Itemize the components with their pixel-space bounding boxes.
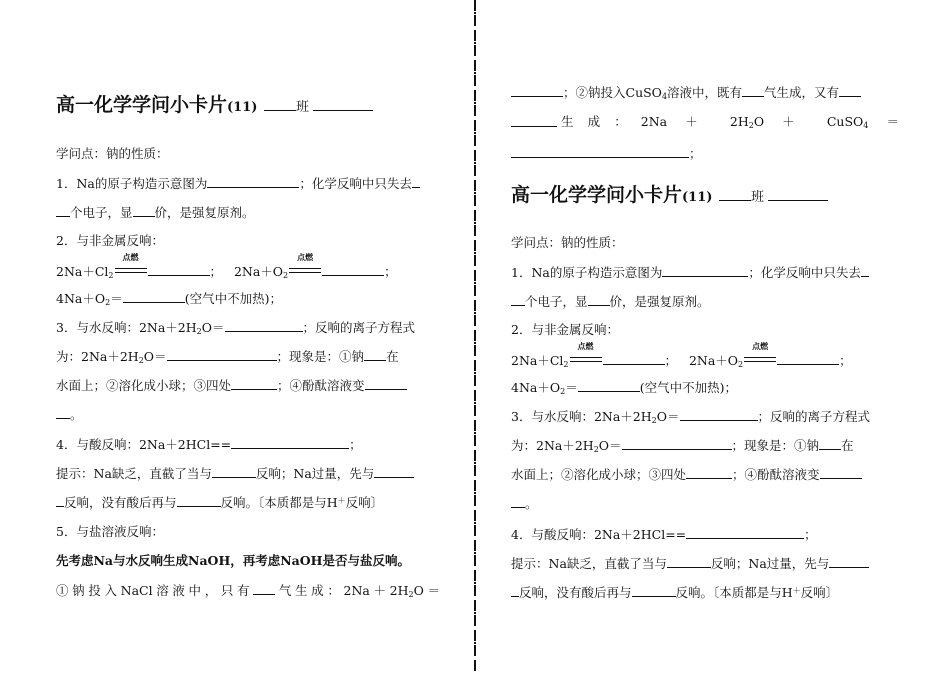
sep: ； (804, 527, 817, 542)
q1-line (511, 264, 895, 281)
q3-text: ；反响的离子方程式 (302, 320, 416, 335)
divider-dash (474, 30, 476, 41)
name-blank (768, 188, 828, 201)
divider-dash (474, 450, 476, 461)
class-blank (264, 98, 296, 111)
divider-dot (474, 642, 476, 644)
divider-dot (474, 342, 476, 344)
divider-dot (474, 492, 476, 494)
q5-text: O ＋ CuSO (753, 114, 864, 129)
q3-text: ；④酚酞溶液变 (732, 467, 820, 482)
divider-dash (474, 405, 476, 416)
q5-eq-justify (561, 114, 899, 130)
subscript: 2 (738, 360, 744, 369)
ignite-condition (288, 252, 322, 276)
subscript: 2 (105, 298, 111, 307)
eq-text: 2Na＋Cl (511, 353, 564, 368)
divider-dot (474, 582, 476, 584)
divider-dot (474, 12, 476, 14)
blank (686, 466, 732, 479)
hint-text: 提示：Na缺乏，直截了当与 (511, 556, 667, 571)
sep: ； (349, 437, 362, 452)
blank (511, 495, 525, 508)
blank (231, 436, 349, 449)
topic-line: 学问点：钠的性质： (56, 146, 169, 161)
q5-cont-line-3 (511, 145, 895, 162)
q1-text-b: ；化学反响中只失去 (748, 265, 861, 280)
divider-dash (474, 225, 476, 236)
hint-text: 提示：Na缺乏，直截了当与 (56, 466, 212, 481)
divider-dash (474, 180, 476, 191)
subscript: 2 (138, 356, 144, 365)
q2-line: 2．与非金属反响： (56, 233, 164, 248)
q3-text: O＝ (656, 409, 680, 424)
divider-dash (474, 315, 476, 326)
superscript: ＋ (337, 496, 346, 505)
q4-text: 4．与酸反响：2Na＋2HCl== (511, 527, 687, 542)
hint-line (511, 555, 895, 572)
q2-line: 2．与非金属反响： (511, 322, 619, 337)
eq-text: 4Na＋O (56, 291, 106, 306)
eq-text: 4Na＋O (511, 380, 561, 395)
divider-dash (474, 90, 476, 101)
blank (511, 84, 563, 97)
hint-text: 反响〕 (345, 495, 384, 510)
subscript: 2 (651, 416, 657, 425)
subscript: 4 (863, 121, 869, 130)
divider-dash (474, 345, 476, 356)
divider-dot (474, 522, 476, 524)
q1-text-c: 个电子，显 (525, 294, 588, 309)
blank (829, 555, 869, 568)
eq-note: (空气中不加热)； (184, 291, 282, 306)
q3-line (56, 319, 440, 336)
q1-text-c: 个电子，显 (70, 205, 133, 220)
sep: ； (839, 353, 852, 368)
divider-dash (474, 510, 476, 521)
blank (511, 145, 689, 158)
q5-text: 气生成，又有 (764, 85, 840, 100)
q5-text: ；②钠投入CuSO (563, 85, 662, 100)
blank (365, 377, 407, 390)
divider-dash (474, 45, 476, 56)
divider-dash (474, 600, 476, 611)
divider-dash (474, 540, 476, 551)
divider-dash (474, 15, 476, 26)
divider-dot (474, 132, 476, 134)
cut-divider-line (474, 0, 476, 673)
blank (207, 175, 299, 188)
eq-cl2-o2-line (56, 252, 440, 280)
blank (225, 319, 303, 332)
blank (133, 204, 155, 217)
q3-text: ；④酚酞溶液变 (277, 378, 365, 393)
divider-dash (474, 120, 476, 131)
q3-text: O＝ (201, 320, 225, 335)
divider-dot (474, 72, 476, 74)
hint-line-2 (511, 584, 895, 601)
card-number: (11) (227, 100, 258, 115)
divider-dash (474, 390, 476, 401)
divider-dash (474, 75, 476, 86)
subscript: 2 (593, 445, 599, 454)
blank (632, 584, 676, 597)
blank (742, 84, 764, 97)
divider-dash (474, 0, 476, 11)
blank (662, 264, 748, 277)
q5-line: 5．与盐溶液反响： (56, 524, 164, 539)
q4-line (511, 526, 895, 543)
q5-text: 气生成：2Na＋2H (275, 583, 409, 598)
q3-text: O＝ (143, 349, 167, 364)
blank (680, 408, 758, 421)
hint-line-2 (56, 494, 440, 511)
blank (56, 494, 64, 507)
condition-label: 点燃 (577, 341, 594, 351)
q1-text: 1．Na的原子构造示意图为 (511, 265, 663, 280)
blank (777, 352, 839, 365)
divider-dot (474, 402, 476, 404)
q3-text: 水面上；②溶化成小球；③四处 (56, 378, 232, 393)
divider-dot (474, 102, 476, 104)
q5-text: ＝ (886, 114, 899, 129)
divider-dash (474, 375, 476, 386)
divider-dash (474, 525, 476, 536)
q4-text: 4．与酸反响：2Na＋2HCl== (56, 437, 232, 452)
hint-text: 反响，没有酸后再与 (64, 495, 177, 510)
blank (622, 437, 732, 450)
divider-dash (474, 195, 476, 206)
divider-dash (474, 660, 476, 671)
class-blank (719, 188, 751, 201)
q1-text-d: 价，是强复原剂。 (154, 205, 255, 220)
blank (322, 263, 384, 276)
subscript: 2 (408, 590, 414, 599)
divider-dash (474, 495, 476, 506)
double-line (289, 268, 321, 273)
divider-dash (474, 615, 476, 626)
divider-dash (474, 570, 476, 581)
divider-dash (474, 210, 476, 221)
blank (578, 379, 640, 392)
divider-dash (474, 480, 476, 491)
q3-text: 为：2Na＋2H (56, 349, 139, 364)
divider-dot (474, 222, 476, 224)
q3-line-3 (56, 377, 440, 394)
subscript: 2 (563, 360, 569, 369)
hint-text: 反响〕 (800, 585, 839, 600)
divider-dash (474, 435, 476, 446)
q3-text: O＝ (598, 438, 622, 453)
blank (123, 290, 185, 303)
blank (412, 175, 420, 188)
divider-dash (474, 330, 476, 341)
divider-dot (474, 312, 476, 314)
blank (511, 114, 557, 127)
q5-text: ； (689, 146, 702, 161)
card-title (511, 180, 828, 207)
card-title (56, 90, 373, 117)
eq-text: ＝ (110, 291, 123, 306)
q3-text: ；反响的离子方程式 (757, 409, 871, 424)
divider-dash (474, 285, 476, 296)
divider-dash (474, 60, 476, 71)
q3-text: 。 (70, 407, 83, 422)
divider-dash (474, 165, 476, 176)
blank (603, 352, 665, 365)
hint-text: 反响；Na过量，先与 (710, 556, 830, 571)
q3-line-4 (511, 495, 895, 512)
sep: ； (384, 264, 397, 279)
divider-dash (474, 465, 476, 476)
q1-text-d: 价，是强复原剂。 (609, 294, 710, 309)
divider-dot (474, 432, 476, 434)
divider-dot (474, 612, 476, 614)
q5-text: ①钠投入NaCl溶液中，只有 (56, 583, 254, 598)
ignite-condition (114, 252, 148, 276)
class-label: 班 (296, 100, 310, 115)
q3-text: 在 (386, 349, 399, 364)
q1-text: 1．Na的原子构造示意图为 (56, 176, 208, 191)
blank (364, 348, 386, 361)
blank (667, 555, 711, 568)
subscript: 2 (283, 271, 289, 280)
divider-dash (474, 585, 476, 596)
q3-text: 。 (525, 496, 538, 511)
q5-text: 生成：2Na ＋ 2H (560, 114, 749, 129)
q3-line-3 (511, 466, 895, 483)
q5-text: O＝ (413, 583, 441, 598)
divider-dash (474, 150, 476, 161)
eq-note: (空气中不加热)； (639, 380, 737, 395)
blank (148, 263, 210, 276)
eq-text: 2Na＋Cl (56, 264, 109, 279)
ignite-condition (743, 341, 777, 365)
q5-line-2 (56, 582, 440, 599)
q3-line-4 (56, 406, 440, 423)
subscript: 4 (661, 92, 668, 101)
class-label: 班 (751, 190, 765, 205)
blank (511, 584, 519, 597)
name-blank (313, 98, 373, 111)
hint-text: 反响；Na过量，先与 (255, 466, 375, 481)
hint-line (56, 465, 440, 482)
q3-text: 在 (841, 438, 854, 453)
divider-dot (474, 372, 476, 374)
blank (861, 264, 869, 277)
subscript: 2 (108, 271, 114, 280)
q3-text: ；现象是：①钠 (276, 349, 365, 364)
q3-line-2 (56, 348, 440, 365)
q3-text: 3．与水反响：2Na＋2H (56, 320, 197, 335)
blank (820, 466, 862, 479)
divider-dash (474, 360, 476, 371)
double-line (744, 357, 776, 362)
condition-label: 点燃 (122, 252, 139, 262)
q3-text: 为：2Na＋2H (511, 438, 594, 453)
blank (231, 377, 277, 390)
blank (839, 84, 861, 97)
q3-line (511, 408, 895, 425)
condition-label: 点燃 (297, 252, 314, 262)
blank (588, 293, 610, 306)
divider-dash (474, 255, 476, 266)
divider-dash (474, 300, 476, 311)
blank (253, 582, 275, 595)
subscript: 2 (560, 387, 566, 396)
hint-text: 反响。〔本质都是与H (220, 495, 338, 510)
subscript: 2 (748, 121, 754, 130)
double-line (570, 357, 602, 362)
divider-dot (474, 252, 476, 254)
q3-text: 3．与水反响：2Na＋2H (511, 409, 652, 424)
q1-text-b: ；化学反响中只失去 (299, 176, 412, 191)
divider-dot (474, 192, 476, 194)
condition-label: 点燃 (752, 341, 769, 351)
eq-text: 2Na＋O (688, 353, 739, 368)
blank (56, 406, 70, 419)
divider-dot (474, 162, 476, 164)
ignite-condition (569, 341, 603, 365)
q5-text: 溶液中，既有 (667, 85, 743, 100)
bold-note: 先考虑Na与水反响生成NaOH，再考虑NaOH是否与盐反响。 (56, 553, 410, 568)
card-title-text: 高一化学学问小卡片 (511, 184, 683, 206)
eq-cl2-o2-line (511, 341, 895, 369)
q3-text: ；现象是：①钠 (731, 438, 820, 453)
blank (167, 348, 277, 361)
divider-dash (474, 270, 476, 281)
eq-o2b-line (511, 379, 895, 396)
blank (374, 465, 414, 478)
q3-line-2 (511, 437, 895, 454)
superscript: ＋ (792, 586, 801, 595)
q1-line-2 (511, 293, 895, 310)
sep: ； (209, 264, 223, 279)
double-line (115, 268, 147, 273)
divider-dot (474, 552, 476, 554)
divider-dash (474, 105, 476, 116)
eq-text: ＝ (565, 380, 578, 395)
divider-dash (474, 645, 476, 656)
eq-o2b-line (56, 290, 440, 307)
divider-dash (474, 240, 476, 251)
blank (177, 494, 221, 507)
blank (686, 526, 804, 539)
topic-line: 学问点：钠的性质： (511, 235, 624, 250)
divider-dot (474, 42, 476, 44)
divider-dot (474, 282, 476, 284)
q4-line (56, 436, 440, 453)
card-number: (11) (682, 190, 713, 205)
q3-text: 水面上；②溶化成小球；③四处 (511, 467, 687, 482)
divider-dash (474, 630, 476, 641)
q5-cont-line (511, 84, 895, 101)
card-title-text: 高一化学学问小卡片 (56, 94, 228, 116)
hint-text: 反响。〔本质都是与H (675, 585, 793, 600)
blank (819, 437, 841, 450)
divider-dot (474, 462, 476, 464)
subscript: 2 (196, 327, 202, 336)
divider-dash (474, 135, 476, 146)
eq-text: 2Na＋O (233, 264, 284, 279)
q1-line (56, 175, 440, 192)
hint-text: 反响，没有酸后再与 (519, 585, 632, 600)
divider-dash (474, 420, 476, 431)
blank (212, 465, 256, 478)
blank (511, 293, 525, 306)
q1-line-2 (56, 204, 440, 221)
divider-dash (474, 555, 476, 566)
q5-cont-line-2 (511, 114, 899, 131)
sep: ； (664, 353, 678, 368)
blank (56, 204, 70, 217)
